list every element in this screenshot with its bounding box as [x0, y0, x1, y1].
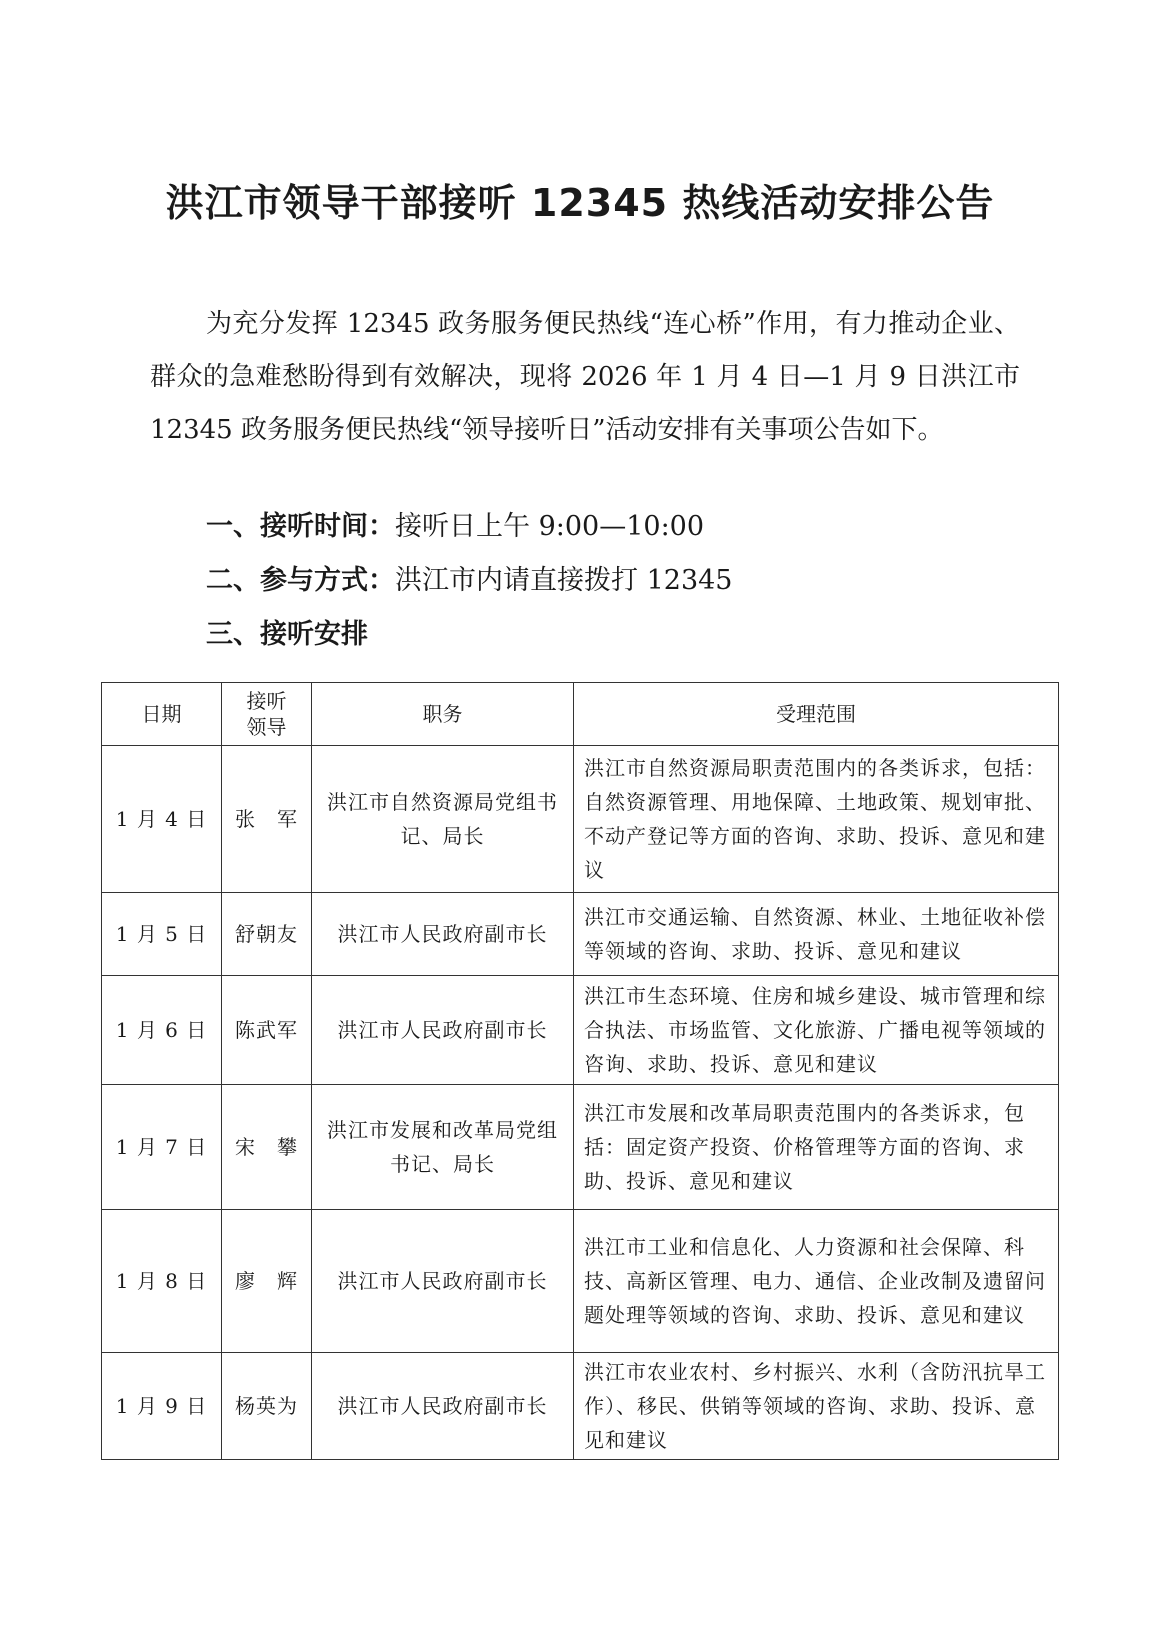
header-leader	[222, 683, 312, 746]
table-row	[102, 1085, 1059, 1210]
table-row	[102, 893, 1059, 976]
cell-scope: 洪江市工业和信息化、人力资源和社会保障、科技、高新区管理、电力、通信、企业改制及遗留问题处理等领域的咨询、求助、投诉、意见和建议	[574, 1210, 1059, 1353]
section-method-value: 洪江市内请直接拨打 12345	[395, 565, 733, 596]
header-date: 日期	[102, 683, 222, 746]
cell-date: 1 月 8 日	[102, 1210, 222, 1353]
cell-scope: 洪江市交通运输、自然资源、林业、土地征收补偿等领域的咨询、求助、投诉、意见和建议	[574, 893, 1059, 976]
cell-leader: 宋 攀	[222, 1085, 312, 1210]
cell-scope: 洪江市自然资源局职责范围内的各类诉求，包括：自然资源管理、用地保障、土地政策、规划审批、不动产登记等方面的咨询、求助、投诉、意见和建议	[574, 746, 1059, 893]
cell-position: 洪江市人民政府副市长	[312, 893, 574, 976]
cell-date: 1 月 9 日	[102, 1353, 222, 1460]
cell-leader: 杨英为	[222, 1353, 312, 1460]
header-leader-line2: 领导	[246, 715, 287, 739]
schedule-table	[101, 682, 1059, 1460]
cell-position: 洪江市自然资源局党组书记、局长	[312, 746, 574, 893]
table-row	[102, 976, 1059, 1085]
section-time-label: 一、接听时间：	[206, 511, 395, 542]
section-time-value: 接听日上午 9:00—10:00	[395, 511, 705, 542]
table-row	[102, 1210, 1059, 1353]
section-method-label: 二、参与方式：	[206, 565, 395, 596]
cell-leader: 廖 辉	[222, 1210, 312, 1353]
cell-scope: 洪江市农业农村、乡村振兴、水利（含防汛抗旱工作）、移民、供销等领域的咨询、求助、投诉、意见和建议	[574, 1353, 1059, 1460]
section-schedule-label: 三、接听安排	[206, 619, 368, 650]
header-position: 职务	[312, 683, 574, 746]
cell-date: 1 月 6 日	[102, 976, 222, 1085]
section-method	[206, 561, 732, 601]
cell-scope: 洪江市生态环境、住房和城乡建设、城市管理和综合执法、市场监管、文化旅游、广播电视等领域的咨询、求助、投诉、意见和建议	[574, 976, 1059, 1085]
table-row	[102, 1353, 1059, 1460]
cell-leader: 舒朝友	[222, 893, 312, 976]
header-leader-line1: 接听	[246, 689, 287, 713]
cell-date: 1 月 7 日	[102, 1085, 222, 1210]
intro-paragraph: 为充分发挥 12345 政务服务便民热线“连心桥”作用，有力推动企业、群众的急难愁盼得到有效解决，现将 2026 年 1 月 4 日—1 月 9 日洪江市 12345 政务服务便民热线“领导接听日”活动安排有关事项公告如下。	[150, 309, 1020, 445]
section-time	[206, 507, 704, 547]
table-row	[102, 746, 1059, 893]
cell-position: 洪江市人民政府副市长	[312, 976, 574, 1085]
section-schedule	[206, 615, 368, 655]
page-title: 洪江市领导干部接听 12345 热线活动安排公告	[165, 181, 995, 225]
cell-position: 洪江市人民政府副市长	[312, 1353, 574, 1460]
table-header-row	[102, 683, 1059, 746]
cell-leader: 张 军	[222, 746, 312, 893]
cell-scope: 洪江市发展和改革局职责范围内的各类诉求，包括：固定资产投资、价格管理等方面的咨询、求助、投诉、意见和建议	[574, 1085, 1059, 1210]
cell-position: 洪江市发展和改革局党组书记、局长	[312, 1085, 574, 1210]
cell-date: 1 月 5 日	[102, 893, 222, 976]
cell-date: 1 月 4 日	[102, 746, 222, 893]
cell-position: 洪江市人民政府副市长	[312, 1210, 574, 1353]
cell-leader: 陈武军	[222, 976, 312, 1085]
header-scope: 受理范围	[574, 683, 1059, 746]
